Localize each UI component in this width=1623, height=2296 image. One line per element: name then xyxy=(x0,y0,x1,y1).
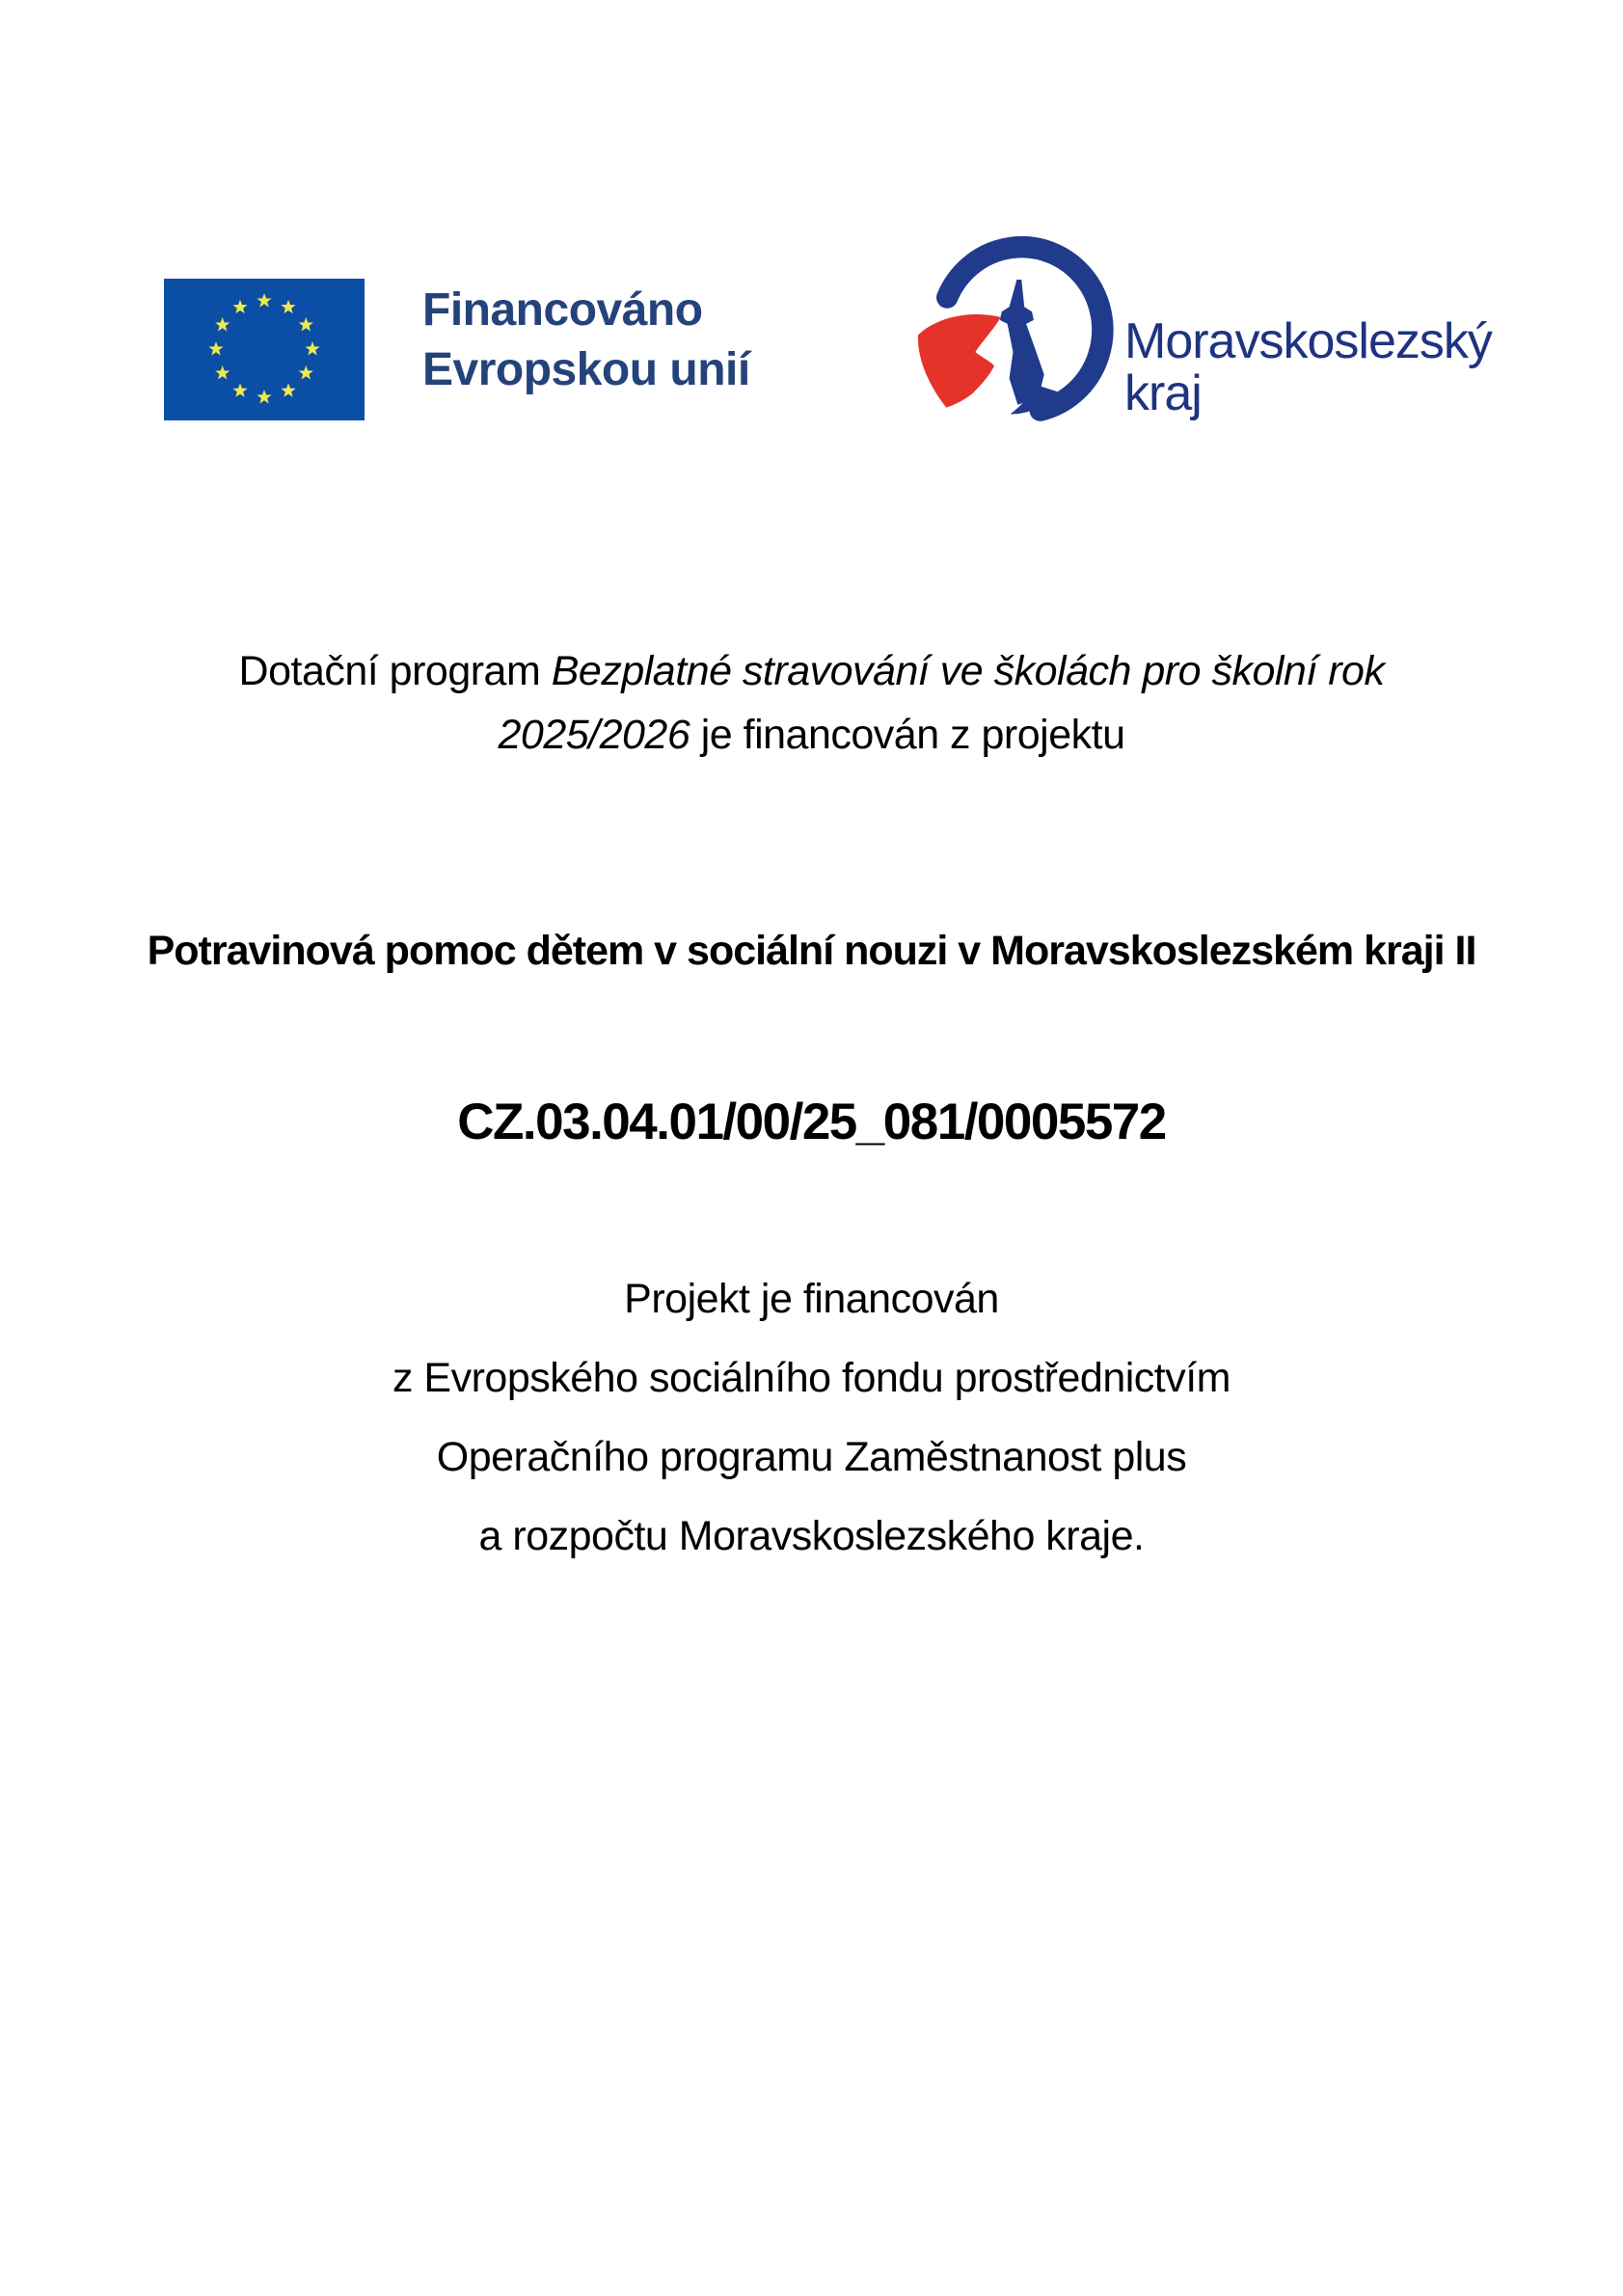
intro-line-2: 2025/2026 je financován z projektu xyxy=(498,712,1125,758)
funding-line-2: z Evropského sociálního fondu prostřednictvím xyxy=(392,1355,1231,1401)
program-title: Potravinová pomoc dětem v sociální nouzi v Moravskoslezském kraji II xyxy=(147,928,1476,974)
funding-statement xyxy=(0,1259,1623,1576)
msk-region-label-line2: kraj xyxy=(1124,365,1202,421)
project-code: CZ.03.04.01/00/25_081/0005572 xyxy=(457,1094,1166,1150)
msk-region-label-line1: Moravskoslezský xyxy=(1124,313,1492,369)
funding-line-4: a rozpočtu Moravskoslezského kraje. xyxy=(478,1513,1145,1559)
eu-funding-label-line2: Evropskou unií xyxy=(422,344,750,395)
intro-line-1: Dotační program Bezplatné stravování ve školách pro školní rok xyxy=(238,648,1385,694)
eu-funding-label xyxy=(422,281,750,400)
msk-region-label xyxy=(1124,315,1492,419)
eu-funding-label-line1: Financováno xyxy=(422,284,703,336)
msk-emblem-icon xyxy=(916,254,1109,419)
intro-paragraph xyxy=(0,639,1623,767)
eu-flag-icon xyxy=(164,279,365,420)
funding-line-1: Projekt je financován xyxy=(624,1276,999,1322)
funding-line-3: Operačního programu Zaměstnanost plus xyxy=(436,1434,1187,1480)
